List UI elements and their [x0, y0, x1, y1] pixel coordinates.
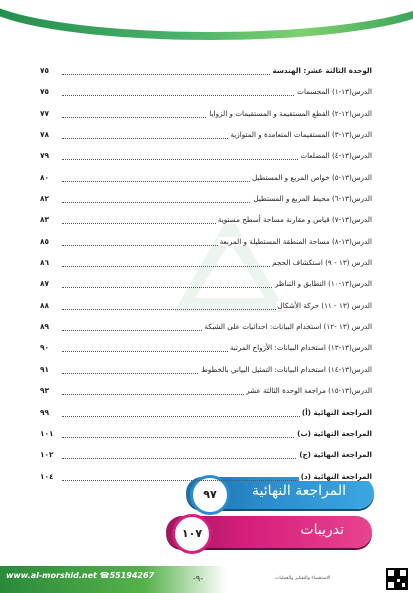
toc-entry-title: المراجعة النهائية (ب)	[297, 428, 372, 438]
toc-entry-title: الدرس(١٣-١) المجسمات	[297, 87, 372, 97]
toc-lesson-row[interactable]	[40, 105, 372, 126]
toc-entry-page: ٩٩	[40, 408, 60, 417]
toc-entry-title: الدرس(١٣-٣) المستقيمات المتعامدة و المتوازية	[230, 130, 372, 140]
toc-entry-title: المراجعة النهائية (د)	[300, 471, 372, 481]
toc-entry-page: ٧٥	[40, 66, 60, 75]
footer-page-number: -٩-	[193, 574, 204, 583]
toc-entry-title: الدرس (١٣ - ٩) استكشاف الحجم	[272, 258, 372, 268]
toc-entry-page: ٧٥	[40, 87, 60, 96]
toc-entry-page: ١٠٤	[40, 472, 60, 481]
toc-entry-title: الوحدة الثالثة عشر: الهندسة	[272, 66, 372, 75]
final-review-page-badge: ٩٧	[190, 475, 230, 515]
toc-entry-title: الدرس(١٣-٥) خواص المربع و المستطيل	[251, 172, 372, 182]
toc-lesson-row[interactable]	[40, 169, 372, 190]
toc-lesson-row[interactable]	[40, 339, 372, 360]
toc-entry-page: ١٠٢	[40, 450, 60, 459]
toc-entry-title: المراجعة النهائية (ج)	[299, 450, 372, 460]
qr-code-icon[interactable]	[386, 568, 408, 590]
toc-lesson-row[interactable]	[40, 83, 372, 104]
exercises-label: تدريبات	[300, 522, 344, 538]
exercises-page-badge: ١٠٧	[172, 514, 212, 554]
toc-lesson-row[interactable]	[40, 211, 372, 232]
toc-entry-title: الدرس(١٣-٨) مساحة المنطقة المستطيلة و المربعة	[219, 236, 372, 246]
toc-entry-title: الدرس(١٣-٦) محيط المربع و المستطيل	[253, 194, 372, 204]
toc-lesson-row[interactable]	[40, 297, 372, 318]
toc-lesson-row[interactable]	[40, 275, 372, 296]
toc-entry-page: ٨٨	[40, 301, 60, 310]
footer-caption: الاستقصاء والتفكير والعمليات	[275, 576, 331, 581]
toc-entry-page: ٩٣	[40, 386, 60, 395]
toc-entry-page: ٧٩	[40, 151, 60, 160]
toc-heading-row[interactable]	[40, 425, 372, 446]
toc-entry-page: ٨٣	[40, 215, 60, 224]
toc-entry-page: ٧٧	[40, 109, 60, 118]
toc-entry-title: الدرس(١٣-٧) قياس و مقارنة مساحة أسطح مستوية	[217, 215, 372, 225]
toc-entry-page: ٨٥	[40, 237, 60, 246]
toc-lesson-row[interactable]	[40, 190, 372, 211]
toc-entry-title: الدرس(١٢-٢) القطع المستقيمة و المستقيمات و الزوايا	[209, 108, 372, 118]
toc-lesson-row[interactable]	[40, 382, 372, 403]
table-of-contents	[40, 62, 372, 489]
toc-entry-title: الدرس(١٣-١٣) استخدام البيانات: الأزواج المرتبة	[229, 343, 372, 353]
toc-entry-page: ٩٠	[40, 343, 60, 352]
toc-heading-row[interactable]	[40, 62, 372, 83]
toc-lesson-row[interactable]	[40, 254, 372, 275]
toc-lesson-row[interactable]	[40, 361, 372, 382]
toc-entry-page: ٨٧	[40, 279, 60, 288]
toc-entry-page: ١٠١	[40, 429, 60, 438]
toc-entry-title: الدرس(١٣-١٤) استخدام البيانات: التمثيل البياني بالخطوط	[201, 364, 372, 374]
final-review-label: المراجعة النهائية	[252, 483, 346, 499]
toc-entry-page: ٨٩	[40, 322, 60, 331]
toc-heading-row[interactable]	[40, 404, 372, 425]
toc-entry-page: ٧٨	[40, 130, 60, 139]
toc-entry-title: الدرس(١٣-١٠) التطابق و التناظر	[274, 279, 372, 289]
toc-lesson-row[interactable]	[40, 233, 372, 254]
toc-lesson-row[interactable]	[40, 126, 372, 147]
toc-lesson-row[interactable]	[40, 318, 372, 339]
toc-entry-title: الدرس (١٣ -١٢) استخدام البيانات: احداثيات على الشبكة	[204, 322, 372, 332]
toc-entry-page: ٩١	[40, 365, 60, 374]
toc-entry-title: الدرس(١٣-١٥) مراجعة الوحدة الثالثة عشر	[246, 386, 372, 396]
toc-heading-row[interactable]	[40, 446, 372, 467]
toc-entry-title: الدرس (١٣ - ١١) حركة الأشكال	[277, 300, 372, 310]
toc-entry-page: ٨٦	[40, 258, 60, 267]
toc-lesson-row[interactable]	[40, 147, 372, 168]
toc-entry-title: الدرس(١٣-٤) المضلعات	[300, 151, 372, 161]
toc-entry-page: ٨٢	[40, 194, 60, 203]
toc-entry-page: ٨٠	[40, 173, 60, 182]
toc-entry-title: المراجعة النهائية (أ)	[301, 407, 372, 417]
footer-website-link[interactable]: www.al-morshid.net ☎55194267	[6, 571, 155, 580]
